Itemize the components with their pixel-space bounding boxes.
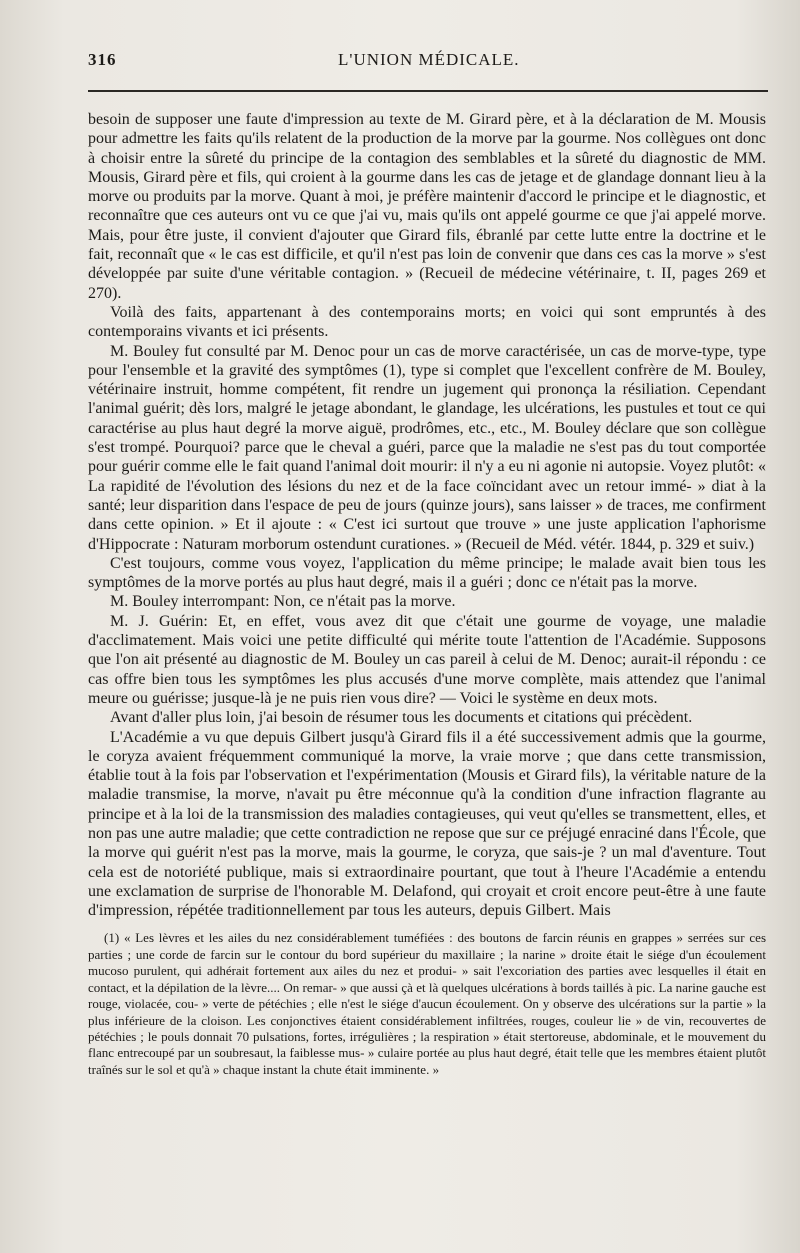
- paragraph: M. Bouley fut consulté par M. Denoc pour un cas de morve caractérisée, un cas de morve-type, type pour l'ensemble et la gravité des symptômes (1), type si complet que l'excellent confrère de M. Bouley, vétérinaire instruit, homme compétent, fit rendre un jugement qui prononça la résiliation. Cependant l'animal guérit; dès lors, malgré le jetage abondant, le glandage, les ulcérations, les pustules et tout ce qui caractérise au plus haut degré la morve aiguë, prodrômes, etc., etc., M. Bouley déclare que son collègue s'est trompé. Pourquoi? parce que le cheval a guéri, parce que la maladie ne s'est pas du tout comportée pour guérir comme elle le fait quand l'animal doit mourir: il n'y a eu ni agonie ni autopsie. Voyez plutôt: « La rapidité de l'évolution des lésions du nez et de la face coïncidant avec un retour immé- » diat à la santé; leur disparition dans l'espace de peu de jours (quinze jours), sans laisser » de traces, me confirment dans cette opinion. » Et il ajoute : « C'est ici surtout que trouve » une juste application l'aphorisme d'Hippocrate : Naturam morborum ostendunt curationes. » (Recueil de Méd. vétér. 1844, p. 329 et suiv.): [88, 342, 766, 553]
- paragraph: M. J. Guérin: Et, en effet, vous avez dit que c'était une gourme de voyage, une maladie d'acclimatement. Mais voici une petite difficulté qui mérite toute l'attention de l'Académie. Supposons que l'on ait présenté au diagnostic de M. Bouley un cas pareil à celui de M. Denoc; aurait-il répondu : ce cas offre bien tous les symptômes les plus accusés d'une morve complète, mais attendez que l'animal meure ou guérisse; jusque-là je ne puis rien vous dire? — Voici le système en deux mots.: [88, 612, 766, 707]
- footnote: (1) « Les lèvres et les ailes du nez considérablement tuméfiées : des boutons de farcin réunis en grappes » serrées sur ces parties ; une corde de farcin sur le contour du bord supérieur du maxillaire ; la narine » droite était le siége d'un écoulement mucoso purulent, qui adhérait fortement aux ailes du nez et produi- » sait l'excoriation des parties avec lesquelles il était en contact, et la dépilation de la lèvre.... On remar- » que aussi çà et là quelques ulcérations à bords taillés à pic. La narine gauche est rouge, violacée, cou- » verte de pétéchies ; elle n'est le siége d'aucun écoulement. On y observe des ulcérations sur la partie » la plus inférieure de la cloison. Les conjonctives étaient considérablement infiltrées, rouges, couleur lie » de vin, recouvertes de pétéchies ; le pouls donnait 70 pulsations, fortes, irrégulières ; la respiration » était stertoreuse, abdominale, et le mouvement du flanc entrecoupé par un soubresaut, la faiblesse mus- » culaire portée au plus haut degré, était telle que les membres étaient plutôt traînés sur le sol et qu'à » chaque instant la chute était imminente. »: [88, 930, 766, 1077]
- paragraph: C'est toujours, comme vous voyez, l'application du même principe; le malade avait bien tous les symptômes de la morve portés au plus haut degré, mais il a guéri ; donc ce n'était pas la morve.: [88, 554, 766, 592]
- paragraph: Voilà des faits, appartenant à des contemporains morts; en voici qui sont empruntés à des contemporains vivants et ici présents.: [88, 303, 766, 341]
- page-number: 316: [88, 50, 117, 69]
- paragraph: Avant d'aller plus loin, j'ai besoin de résumer tous les documents et citations qui précèdent.: [110, 709, 693, 727]
- paragraph: besoin de supposer une faute d'impression au texte de M. Girard père, et à la déclaration de M. Mousis pour admettre les faits qu'ils relatent de la production de la morve par la gourme. Nos collègues ont donc à choisir entre la sûreté du principe de la contagion des semblables et la sûreté du diagnostic de MM. Mousis, Girard père et fils, qui croient à la gourme dans les cas de jetage et de glandage donnant lieu à la morve ou produits par la morve. Quant à moi, je préfère maintenir d'accord le principe et le diagnostic, et reconnaître que ces auteurs ont vu ce que j'ai vu, mais qu'ils ont appelé gourme ce que j'ai appelé morve. Mais, pour être juste, il convient d'ajouter que Girard fils, ébranlé par cette lutte entre la doctrine et le fait, reconnaît que « le cas est difficile, et qu'il n'est pas loin de convenir que dans ces cas la morve » s'est développée par suite d'une véritable contagion. » (Recueil de médecine vétérinaire, t. II, pages 269 et 270).: [88, 111, 766, 302]
- running-head: [88, 48, 766, 76]
- body-text: [88, 110, 766, 920]
- journal-title: L'UNION MÉDICALE.: [338, 50, 520, 69]
- paragraph: L'Académie a vu que depuis Gilbert jusqu'à Girard fils il a été successivement admis que la gourme, le coryza avaient fréquemment communiqué la morve, la vraie morve ; que dans cette transmission, établie tout à la fois par l'observation et l'expérimentation (Mousis et Girard fils), la véritable nature de la maladie transmise, la morve, n'avait pu être méconnue qu'à la condition d'une infraction flagrante au principe et à la loi de la transmission des maladies contagieuses, qui veut qu'elles se transmettent, elles, et non pas une autre maladie; que cette contradiction ne repose que sur ce préjugé enraciné dans l'École, que la morve qui guérit n'est pas la morve, mais la gourme, le coryza, que sais-je ? un mal d'aventure. Tout cela est de notoriété publique, mais si extraordinaire pourtant, que tout à l'heure l'Académie a entendu une exclamation de surprise de l'honorable M. Delafond, qui croyait et croit encore peut-être à une faute d'impression, répétée traditionnellement par tous les auteurs, depuis Gilbert. Mais: [88, 728, 766, 920]
- header-rule: [88, 90, 768, 92]
- paragraph: M. Bouley interrompant: Non, ce n'était pas la morve.: [110, 593, 456, 611]
- footnote-area: [88, 930, 766, 1078]
